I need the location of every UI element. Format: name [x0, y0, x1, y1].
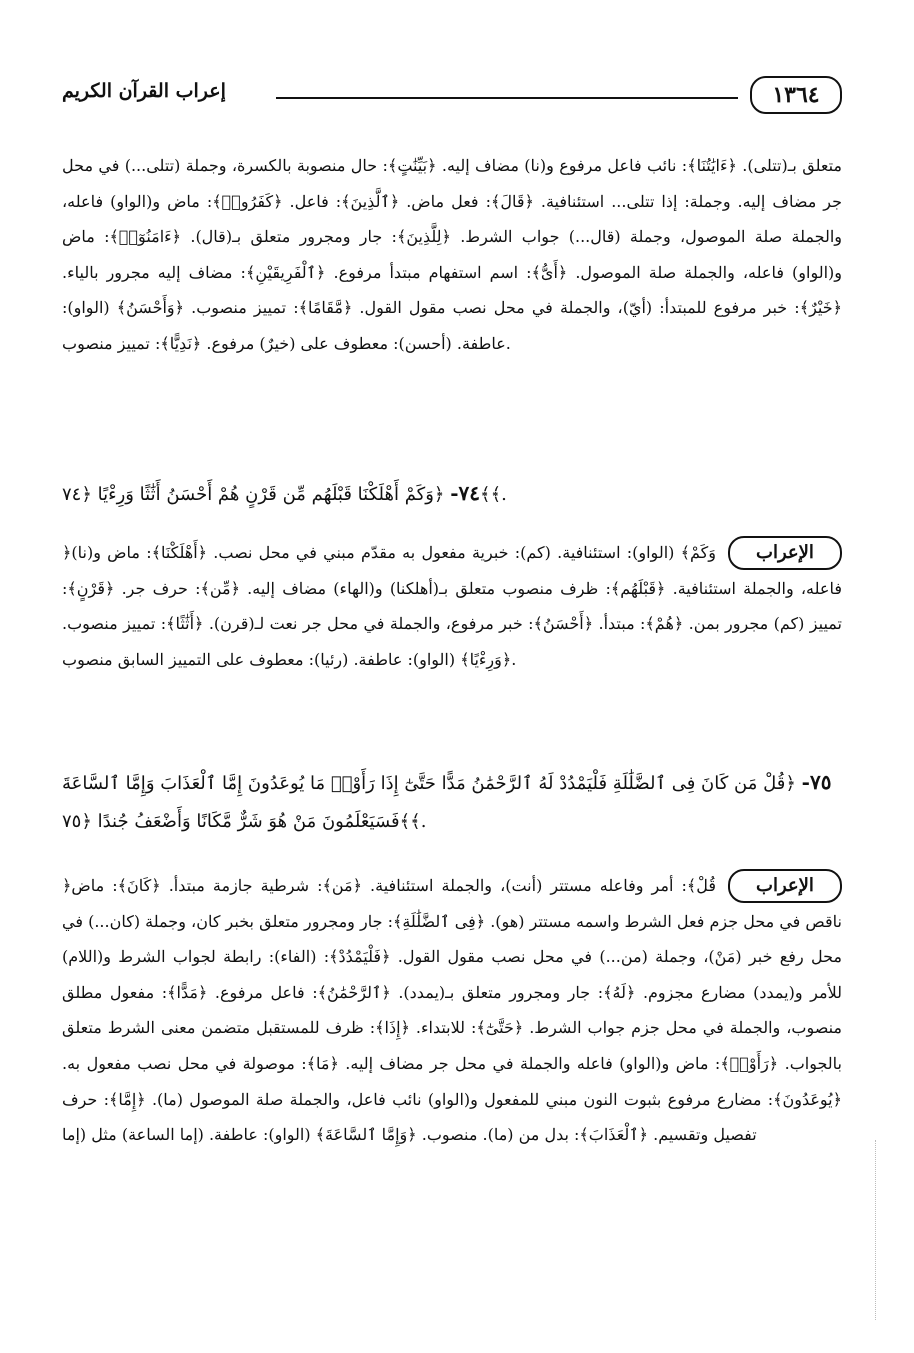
- page-edge-shadow: [875, 1140, 906, 1320]
- header-rule: [276, 97, 738, 99]
- verse-74: [62, 474, 842, 514]
- intro-paragraph: متعلق بـ(تتلى). ﴿ءَايَٰتُنَا﴾: نائب فاعل مرفوع و(نا) مضاف إليه. ﴿بَيِّنَٰتٍ﴾: حال منصوبة بالكسرة، وجملة (تتلى...) في محل جر مضاف إليه. وجملة: إذا تتلى... استئنافية. ﴿قَالَ﴾: فعل ماض. ﴿ٱلَّذِينَ﴾: فاعل. ﴿كَفَرُوا۟﴾: ماض و(الواو) فاعله، والجملة صلة الموصول، وجملة (قال...) جواب الشرط. ﴿لِلَّذِينَ﴾: جار ومجرور متعلق بـ(قال). ﴿ءَامَنُوٓا۟﴾: ماض و(الواو) فاعله، والجملة صلة الموصول. ﴿أَىُّ﴾: اسم استفهام مبتدأ مرفوع. ﴿ٱلْفَرِيقَيْنِ﴾: مضاف إليه مجرور بالياء. ﴿خَيْرٌ﴾: خبر مرفوع للمبتدأ: (أيّ)، والجملة في محل نصب مقول القول. ﴿مَّقَامًا﴾: تمييز منصوب. ﴿وَأَحْسَنُ﴾ (الواو): عاطفة. (أحسن): معطوف على (خيرٌ) مرفوع. ﴿نَدِيًّا﴾: تمييز منصوب.: [62, 156, 843, 353]
- verse-number: ٧٤-: [450, 481, 481, 505]
- irab-75-paragraph: [62, 868, 842, 1153]
- page-header: [62, 76, 842, 116]
- book-title: إعراب القرآن الكريم: [62, 80, 226, 102]
- irab-75-text: ﴿قُلْ﴾: أمر وفاعله مستتر (أنت)، والجملة استئنافية. ﴿مَن﴾: شرطية جازمة مبتدأ. ﴿كَانَ﴾: ماض ناقص في محل جزم فعل الشرط واسمه مستتر (هو). ﴿فِى ٱلضَّلَٰلَةِ﴾: جار ومجرور متعلق بخبر كان، وجملة (كان...) في محل رفع خبر (مَنْ)، وجملة (من...) في محل نصب مقول القول. ﴿فَلْيَمْدُدْ﴾: (الفاء): رابطة لجواب الشرط و(اللام) للأمر و(يمدد) مضارع مجزوم. ﴿لَهُ﴾: جار ومجرور متعلق بـ(يمدد). ﴿ٱلرَّحْمَٰنُ﴾: فاعل مرفوع. ﴿مَدًّا﴾: مفعول مطلق منصوب، والجملة في محل جزم جواب الشرط. ﴿حَتَّىٰٓ﴾: للابتداء. ﴿إِذَا﴾: ظرف للمستقبل متضمن معنى الشرط متعلق بالجواب. ﴿رَأَوْا۟﴾: ماض و(الواو) فاعله والجملة في محل جر مضاف إليه. ﴿مَا﴾: موصولة في محل نصب مفعول به. ﴿يُوعَدُونَ﴾: مضارع مرفوع بثبوت النون مبني للمفعول و(الواو) نائب فاعل، والجملة صلة الموصول (ما). ﴿إِمَّا﴾: حرف تفصيل وتقسيم. ﴿ٱلْعَذَابَ﴾: بدل من (ما). منصوب. ﴿وَإِمَّا ٱلسَّاعَةَ﴾ (الواو): عاطفة. (إما الساعة) مثل (إما: [62, 876, 843, 1145]
- verse-text: ﴿قُلْ مَن كَانَ فِى ٱلضَّلَٰلَةِ فَلْيَمْدُدْ لَهُ ٱلرَّحْمَٰنُ مَدًّا حَتَّىٰٓ إِذَا رَأَوْا۟ مَا يُوعَدُونَ إِمَّا ٱلْعَذَابَ وَإِمَّا ٱلسَّاعَةَ فَسَيَعْلَمُونَ مَنْ هُوَ شَرٌّ مَّكَانًا وَأَضْعَفُ جُندًا ﴿٧٥﴾﴾.: [62, 773, 796, 832]
- page-number: ١٣٦٤: [750, 76, 842, 114]
- irab-74-paragraph: [62, 535, 842, 677]
- verse-75: [62, 763, 842, 841]
- irab-badge: الإعراب: [728, 869, 842, 903]
- verse-text: ﴿وَكَمْ أَهْلَكْنَا قَبْلَهُم مِّن قَرْنٍ هُمْ أَحْسَنُ أَثَٰثًا وَرِءْيًا ﴿٧٤﴾﴾.: [62, 484, 507, 505]
- irab-74-text: ﴿وَكَمْ﴾ (الواو): استئنافية. (كم): خبرية مفعول به مقدّم مبني في محل نصب. ﴿أَهْلَكْنَا﴾: ماض و(نا) فاعله، والجملة استئنافية. ﴿قَبْلَهُم﴾: ظرف منصوب متعلق بـ(أهلكنا) و(الهاء) مضاف إليه. ﴿مِّن﴾: حرف جر. ﴿قَرْنٍ﴾: تمييز (كم) مجرور بمن. ﴿هُمْ﴾: مبتدأ. ﴿أَحْسَنُ﴾: خبر مرفوع، والجملة في محل جر نعت لـ(قرن). ﴿أَثَٰثًا﴾: تمييز منصوب. ﴿وَرِءْيًا﴾ (الواو): عاطفة. (رئيا): معطوف على التمييز السابق منصوب.: [62, 543, 842, 669]
- verse-number: ٧٥-: [801, 770, 832, 794]
- irab-badge: الإعراب: [728, 536, 842, 570]
